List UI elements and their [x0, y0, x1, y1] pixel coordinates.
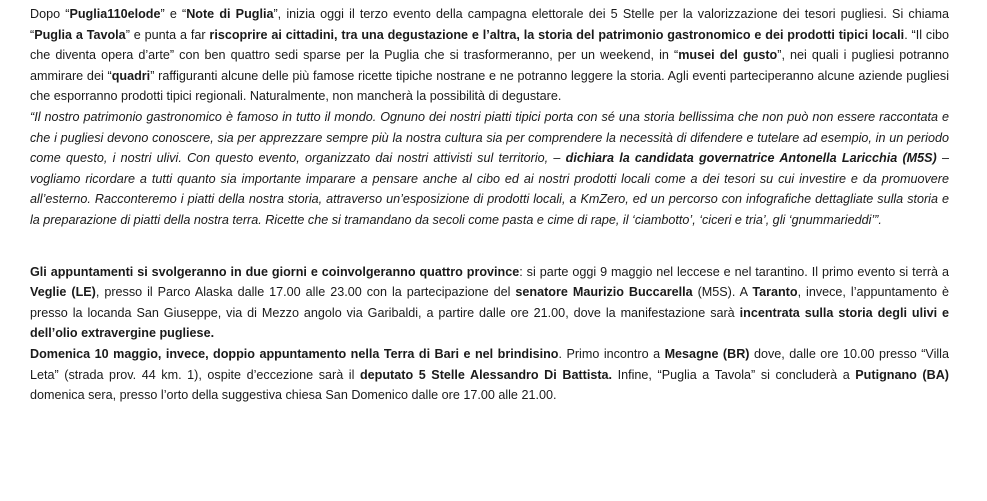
text-run: dove, dalle ore 10.00 presso “Villa Leta” (strada prov. 44 km. 1), ospite d’eccezione sarà il — [30, 346, 949, 382]
text-run: – vogliamo ricordare a tutti quanto sia importante imparare a pensare anche al cibo ed ai nostri prodotti locali come a dei tesori su cui investire e da promuovere all’esterno. Racconteremo i piatti della nostra storia, attraverso un’esposizione di prodotti locali, a KmZero, ed un percorso con infografiche dettagliate sulla storia e la preparazione di piatti della nostra terra. Ricette che si tramandano da secoli come pasta e cime di rape, il ‘ciambotto’, ‘ciceri e tria’, gli ‘gnummarieddi’”. — [30, 151, 949, 227]
bold-text-run: riscoprire ai cittadini, tra una degustazione e l’altra, la storia del patrimonio gastronomico e dei prodotti tipici locali — [209, 27, 905, 42]
bold-text-run: Mesagne (BR) — [664, 346, 750, 361]
text-run: ” e punta a far — [125, 27, 210, 42]
text-run: ” e “ — [160, 7, 187, 21]
bold-text-run: musei del gusto — [678, 48, 778, 63]
paragraph-schedule-saturday — [30, 262, 949, 344]
bold-text-run: senatore Maurizio Buccarella — [515, 285, 693, 300]
text-run: (M5S). A — [692, 285, 753, 300]
bold-text-run: incentrata sulla storia degli ulivi e dell’olio extravergine pugliese. — [30, 305, 950, 341]
text-run: Infine, “Puglia a Tavola” si concluderà a — [612, 367, 856, 382]
bold-text-run: Veglie (LE) — [30, 285, 96, 300]
paragraph-schedule-sunday — [30, 344, 949, 406]
paragraph-quote — [30, 107, 949, 231]
text-run: ”, nei quali i pugliesi potranno ammirare dei “ — [30, 48, 950, 83]
text-run: ” raffiguranti alcune delle più famose ricette tipiche nostrane e ne potranno leggere la storia. Agli eventi parteciperanno alcune aziende pugliesi che esporranno prodotti tipici regionali. Naturalmente, non mancherà la possibilità di degustare. — [30, 68, 949, 104]
bold-text-run: Puglia110elode — [69, 7, 161, 21]
text-run: Dopo “ — [30, 7, 70, 21]
text-run: . “Il cibo che diventa opera d’arte” con ben quattro sedi sparse per la Puglia che si trasformeranno, per un weekend, in “ — [30, 27, 950, 63]
text-run: ”, inizia oggi il terzo evento della campagna elettorale dei 5 Stelle per la valorizzazione dei tesori pugliesi. Si chiama “ — [30, 7, 949, 42]
text-run: “Il nostro patrimonio gastronomico è famoso in tutto il mondo. Ognuno dei nostri piatti tipici porta con sé una storia bellissima che non può non essere raccontata e che i pugliesi devono conoscere, sia per apprezzare sempre più la nostra cultura sia per comprendere la necessità di difendere e tutelare ad esempio, in un periodo come questo, i nostri ulivi. Con questo evento, organizzato dai nostri attivisti sul territorio, – — [30, 109, 949, 166]
text-run: : si parte oggi 9 maggio nel leccese e nel tarantino. Il primo evento si terrà a — [519, 264, 949, 279]
text-run: , presso il Parco Alaska dalle 17.00 alle 23.00 con la partecipazione del — [95, 285, 516, 300]
bold-text-run: Note di Puglia — [186, 7, 274, 21]
text-run: domenica sera, presso l’orto della suggestiva chiesa San Domenico dalle ore 17.00 alle 21.00. — [30, 388, 557, 403]
bold-text-run: Domenica 10 maggio, invece, doppio appuntamento nella Terra di Bari e nel brindisino — [30, 346, 559, 361]
bold-text-run: quadri — [111, 68, 151, 83]
bold-text-run: dichiara la candidata governatrice Antonella Laricchia (M5S) — [565, 151, 937, 166]
text-run: , invece, l’appuntamento è presso la locanda San Giuseppe, via di Mezzo angolo via Garibaldi, a partire dalle ore 21.00, dove la manifestazione sarà — [30, 285, 949, 320]
bold-text-run: Putignano (BA) — [855, 367, 949, 382]
text-run: . Primo incontro a — [558, 346, 665, 361]
bold-text-run: Puglia a Tavola — [34, 27, 126, 42]
bold-text-run: Gli appuntamenti si svolgeranno in due giorni e coinvolgeranno quattro province — [30, 264, 520, 279]
bold-text-run: deputato 5 Stelle Alessandro Di Battista. — [359, 367, 613, 382]
document-body — [30, 0, 949, 406]
bold-text-run: Taranto — [752, 285, 798, 300]
paragraph-intro — [30, 0, 949, 107]
